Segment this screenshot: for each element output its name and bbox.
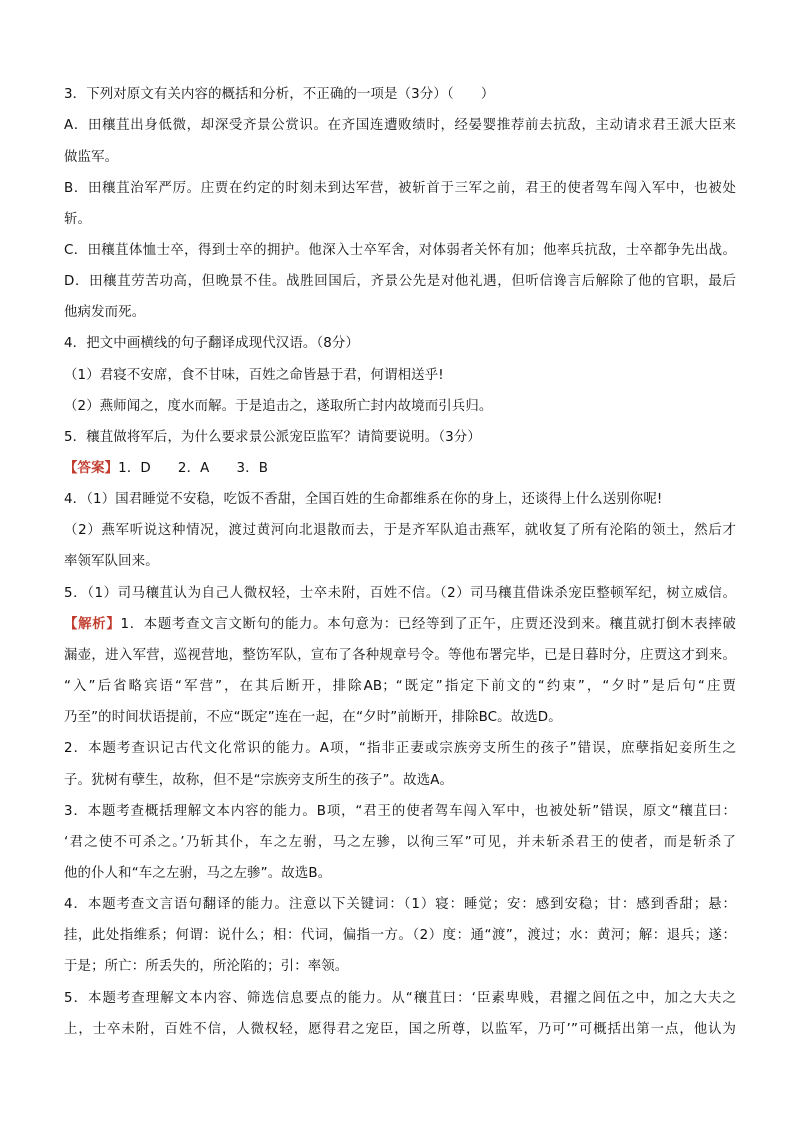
line-text: “入”后省略宾语“军营”，在其后断开，排除AB；“既定”指定下前文的“约束”，“夕时”是后句“庄贾	[64, 679, 736, 694]
text-line	[64, 553, 736, 571]
text-line	[64, 958, 736, 976]
text-line	[64, 86, 736, 104]
line-text: 5．穰苴做将军后，为什么要求景公派宠臣监军？请简要说明。（3分）	[64, 430, 481, 445]
line-text: 率领军队回来。	[64, 554, 159, 569]
line-text: 于是；所亡：所丢失的，所沦陷的；引：率领。	[64, 959, 349, 974]
line-text: C．田穰苴体恤士卒，得到士卒的拥护。他深入士卒军舍，对体弱者关怀有加；他率兵抗敌，士卒都争先出战。	[64, 243, 736, 258]
text-line	[64, 803, 736, 821]
line-text: 3．本题考查概括理解文本内容的能力。B项，“君王的使者驾车闯入军中，也被处斩”错误，原文“穰苴曰：	[64, 804, 736, 819]
line-text: A．田穰苴出身低微，却深受齐景公赏识。在齐国连遭败绩时，经晏婴推荐前去抗敌，主动请求君王派大臣来	[64, 118, 736, 133]
text-line	[64, 647, 736, 665]
text-line	[64, 1021, 736, 1039]
text-line	[64, 522, 736, 540]
text-line	[64, 709, 736, 727]
text-line	[64, 367, 736, 385]
line-text: 2．本题考查识记古代文化常识的能力。A项，“指非正妻或宗族旁支所生的孩子”错误，庶孽指妃妾所生之	[64, 741, 736, 756]
text-line	[64, 117, 736, 135]
line-text: 1．D 2．A 3．B	[118, 461, 269, 476]
text-line	[64, 273, 736, 291]
line-text: 1．本题考查文言文断句的能力。本句意为：已经等到了正午，庄贾还没到来。穰苴就打倒木表摔破	[120, 617, 736, 632]
line-text: 乃至”的时间状语提前，不应“既定”连在一起，在“夕时”前断开，排除BC。故选D。	[64, 710, 562, 725]
line-text: 挂，此处指维系；何谓：说什么；相：代词，偏指一方。（2）度：通“渡”，渡过；水：黄河；解：退兵；遂：	[64, 928, 736, 943]
line-text: 上，士卒未附，百姓不信，人微权轻，愿得君之宠臣，国之所尊，以监军，乃可’”可概括出第一点，他认为	[64, 1022, 736, 1037]
section-tag: 【答案】	[64, 461, 119, 476]
text-line	[64, 772, 736, 790]
text-line	[64, 242, 736, 260]
line-text: ‘君之使不可杀之。’乃斩其仆，车之左驸，马之左骖，以徇三军”可见，并未斩杀君王的使者，而是斩杀了	[64, 835, 736, 850]
text-line	[64, 398, 736, 416]
line-text: 4．本题考查文言语句翻译的能力。注意以下关键词：（1）寝：睡觉；安：感到安稳；甘：感到香甜；悬：	[64, 897, 736, 912]
text-line	[64, 460, 736, 478]
line-text: 5．（1）司马穰苴认为自己人微权轻，士卒未附，百姓不信。（2）司马穰苴借诛杀宠臣整顿军纪，树立威信。	[64, 586, 736, 601]
text-line	[64, 335, 736, 353]
line-text: 4．把文中画横线的句子翻译成现代汉语。（8分）	[64, 336, 359, 351]
line-text: （2）燕师闻之，度水而解。于是追击之，遂取所亡封内故境而引兵归。	[64, 399, 493, 414]
text-line	[64, 585, 736, 603]
section-tag: 【解析】	[64, 617, 121, 632]
text-line	[64, 149, 736, 167]
text-line	[64, 180, 736, 198]
line-text: D．田穰苴劳苦功高，但晚景不佳。战胜回国后，齐景公先是对他礼遇，但听信谗言后解除了他的官职，最后	[64, 274, 736, 289]
line-text: 3．下列对原文有关内容的概括和分析，不正确的一项是（3分）（ ）	[64, 87, 495, 102]
line-text: 漏壶，进入军营，巡视营地，整饬军队，宣布了各种规章号令。等他布署完毕，已是日暮时分，庄贾这才到来。	[64, 648, 736, 663]
text-line	[64, 211, 736, 229]
line-text: （1）君寝不安席，食不甘味，百姓之命皆悬于君，何谓相送乎!	[64, 368, 444, 383]
text-line	[64, 896, 736, 914]
text-line	[64, 865, 736, 883]
text-line	[64, 927, 736, 945]
line-text: 他病发而死。	[64, 305, 146, 320]
text-line	[64, 740, 736, 758]
text-line	[64, 678, 736, 696]
line-text: 5．本题考查理解文本内容、筛选信息要点的能力。从“穰苴曰：‘臣素卑贱，君擢之闾伍之中，加之大夫之	[64, 991, 736, 1006]
text-line	[64, 491, 736, 509]
text-line	[64, 304, 736, 322]
text-line	[64, 834, 736, 852]
line-text: （2）燕军听说这种情况，渡过黄河向北退散而去，于是齐军队追击燕军，就收复了所有沦陷的领土，然后才	[64, 523, 736, 538]
line-text: B．田穰苴治军严厉。庄贾在约定的时刻未到达军营，被斩首于三军之前，君王的使者驾车闯入军中，也被处	[64, 181, 736, 196]
text-line	[64, 616, 736, 634]
line-text: 做监军。	[64, 150, 119, 165]
text-line	[64, 429, 736, 447]
line-text: 4．（1）国君睡觉不安稳，吃饭不香甜，全国百姓的生命都维系在你的身上，还谈得上什么送别你呢!	[64, 492, 663, 507]
line-text: 斩。	[64, 212, 92, 227]
text-line	[64, 990, 736, 1008]
line-text: 子。犹树有孽生，故称，但不是“宗族旁支所生的孩子”。故选A。	[64, 773, 454, 788]
line-text: 他的仆人和“车之左驸，马之左骖”。故选B。	[64, 866, 332, 881]
